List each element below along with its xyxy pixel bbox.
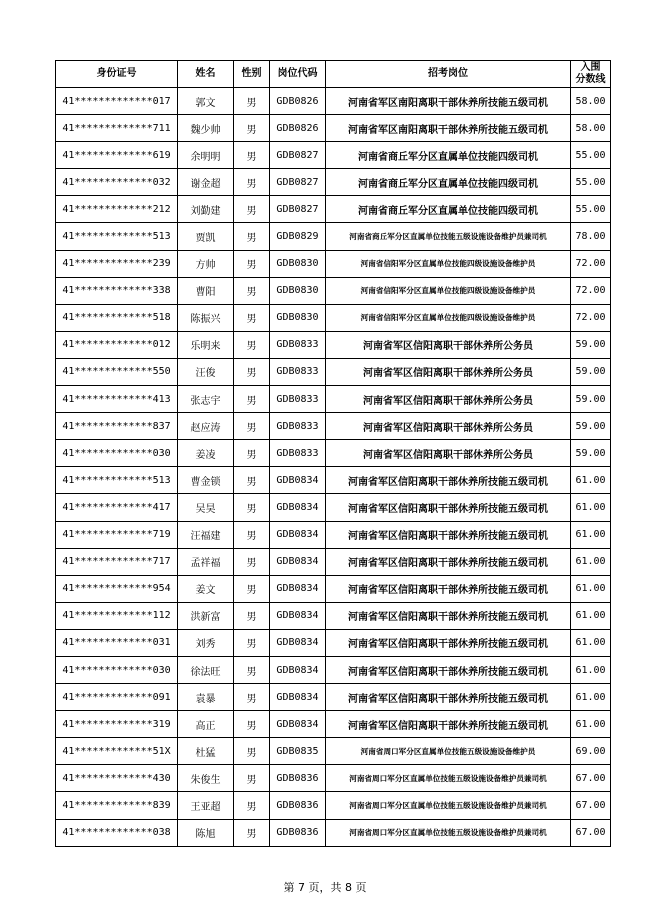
position-cell: 河南省周口军分区直属单位技能五级设施设备维护员 — [326, 738, 571, 765]
score-cell: 72.00 — [571, 277, 611, 304]
id-cell: 41*************038 — [56, 819, 178, 846]
code-cell: GDB0827 — [270, 142, 326, 169]
gender-cell: 男 — [234, 765, 270, 792]
table-header-row — [56, 61, 611, 88]
gender-cell: 男 — [234, 684, 270, 711]
table-row — [56, 548, 611, 575]
table-row — [56, 358, 611, 385]
position-cell: 河南省军区信阳离职干部休养所技能五级司机 — [326, 521, 571, 548]
score-cell: 59.00 — [571, 358, 611, 385]
code-cell: GDB0834 — [270, 684, 326, 711]
score-cell: 59.00 — [571, 331, 611, 358]
code-cell: GDB0829 — [270, 223, 326, 250]
name-cell: 杜猛 — [178, 738, 234, 765]
table-row — [56, 575, 611, 602]
code-cell: GDB0827 — [270, 169, 326, 196]
gender-cell: 男 — [234, 88, 270, 115]
code-cell: GDB0834 — [270, 602, 326, 629]
table-row — [56, 684, 611, 711]
code-cell: GDB0833 — [270, 413, 326, 440]
page-footer: 第 7 页，共 8 页 — [283, 881, 367, 894]
score-cell: 61.00 — [571, 494, 611, 521]
code-cell: GDB0834 — [270, 711, 326, 738]
id-cell: 41*************338 — [56, 277, 178, 304]
header-position: 招考岗位 — [326, 61, 571, 88]
table-row — [56, 494, 611, 521]
table-row — [56, 656, 611, 683]
score-cell: 55.00 — [571, 196, 611, 223]
id-cell: 41*************319 — [56, 711, 178, 738]
table-row — [56, 196, 611, 223]
code-cell: GDB0835 — [270, 738, 326, 765]
position-cell: 河南省军区信阳离职干部休养所技能五级司机 — [326, 575, 571, 602]
table-row — [56, 115, 611, 142]
name-cell: 陈旭 — [178, 819, 234, 846]
score-cell: 61.00 — [571, 711, 611, 738]
code-cell: GDB0830 — [270, 250, 326, 277]
id-cell: 41*************550 — [56, 358, 178, 385]
id-cell: 41*************030 — [56, 440, 178, 467]
name-cell: 刘秀 — [178, 629, 234, 656]
gender-cell: 男 — [234, 250, 270, 277]
gender-cell: 男 — [234, 196, 270, 223]
code-cell: GDB0834 — [270, 575, 326, 602]
code-cell: GDB0827 — [270, 196, 326, 223]
name-cell: 赵应涛 — [178, 413, 234, 440]
id-cell: 41*************719 — [56, 521, 178, 548]
id-cell: 41*************837 — [56, 413, 178, 440]
name-cell: 张志宇 — [178, 386, 234, 413]
code-cell: GDB0833 — [270, 358, 326, 385]
gender-cell: 男 — [234, 358, 270, 385]
name-cell: 谢金超 — [178, 169, 234, 196]
score-cell: 58.00 — [571, 88, 611, 115]
gender-cell: 男 — [234, 792, 270, 819]
id-cell: 41*************954 — [56, 575, 178, 602]
table-row — [56, 440, 611, 467]
name-cell: 余明明 — [178, 142, 234, 169]
header-score-line2: 分数线 — [575, 74, 606, 85]
table-row — [56, 413, 611, 440]
id-cell: 41*************012 — [56, 331, 178, 358]
code-cell: GDB0836 — [270, 765, 326, 792]
code-cell: GDB0834 — [270, 467, 326, 494]
code-cell: GDB0826 — [270, 115, 326, 142]
code-cell: GDB0834 — [270, 494, 326, 521]
position-cell: 河南省军区南阳离职干部休养所技能五级司机 — [326, 88, 571, 115]
code-cell: GDB0834 — [270, 548, 326, 575]
header-name: 姓名 — [178, 61, 234, 88]
score-cell: 61.00 — [571, 548, 611, 575]
header-score-line1: 入围 — [580, 62, 601, 73]
position-cell: 河南省信阳军分区直属单位技能四级设施设备维护员 — [326, 250, 571, 277]
position-cell: 河南省商丘军分区直属单位技能四级司机 — [326, 142, 571, 169]
score-cell: 78.00 — [571, 223, 611, 250]
gender-cell: 男 — [234, 331, 270, 358]
id-cell: 41*************031 — [56, 629, 178, 656]
table-row — [56, 819, 611, 846]
code-cell: GDB0833 — [270, 386, 326, 413]
id-cell: 41*************839 — [56, 792, 178, 819]
name-cell: 汪俊 — [178, 358, 234, 385]
position-cell: 河南省军区信阳离职干部休养所公务员 — [326, 413, 571, 440]
id-cell: 41*************513 — [56, 223, 178, 250]
name-cell: 刘勤建 — [178, 196, 234, 223]
name-cell: 魏少帅 — [178, 115, 234, 142]
name-cell: 陈振兴 — [178, 304, 234, 331]
table-row — [56, 304, 611, 331]
position-cell: 河南省军区信阳离职干部休养所技能五级司机 — [326, 656, 571, 683]
code-cell: GDB0830 — [270, 304, 326, 331]
table-row — [56, 250, 611, 277]
gender-cell: 男 — [234, 386, 270, 413]
position-cell: 河南省军区信阳离职干部休养所技能五级司机 — [326, 711, 571, 738]
gender-cell: 男 — [234, 223, 270, 250]
name-cell: 吴昊 — [178, 494, 234, 521]
id-cell: 41*************513 — [56, 467, 178, 494]
id-cell: 41*************032 — [56, 169, 178, 196]
id-cell: 41*************518 — [56, 304, 178, 331]
gender-cell: 男 — [234, 440, 270, 467]
score-cell: 59.00 — [571, 440, 611, 467]
table-row — [56, 521, 611, 548]
name-cell: 朱俊生 — [178, 765, 234, 792]
code-cell: GDB0834 — [270, 656, 326, 683]
code-cell: GDB0833 — [270, 440, 326, 467]
header-gender: 性别 — [234, 61, 270, 88]
position-cell: 河南省军区信阳离职干部休养所技能五级司机 — [326, 602, 571, 629]
name-cell: 高正 — [178, 711, 234, 738]
name-cell: 汪福建 — [178, 521, 234, 548]
gender-cell: 男 — [234, 629, 270, 656]
table-row — [56, 738, 611, 765]
gender-cell: 男 — [234, 711, 270, 738]
score-cell: 67.00 — [571, 819, 611, 846]
name-cell: 徐法旺 — [178, 656, 234, 683]
position-cell: 河南省军区信阳离职干部休养所公务员 — [326, 386, 571, 413]
position-cell: 河南省周口军分区直属单位技能五级设施设备维护员兼司机 — [326, 819, 571, 846]
table-row — [56, 602, 611, 629]
name-cell: 乐明来 — [178, 331, 234, 358]
code-cell: GDB0834 — [270, 629, 326, 656]
position-cell: 河南省军区信阳离职干部休养所公务员 — [326, 440, 571, 467]
table-row — [56, 765, 611, 792]
score-cell: 61.00 — [571, 575, 611, 602]
name-cell: 方帅 — [178, 250, 234, 277]
name-cell: 王亚超 — [178, 792, 234, 819]
table-row — [56, 792, 611, 819]
gender-cell: 男 — [234, 738, 270, 765]
position-cell: 河南省军区信阳离职干部休养所公务员 — [326, 358, 571, 385]
score-cell: 61.00 — [571, 467, 611, 494]
id-cell: 41*************413 — [56, 386, 178, 413]
gender-cell: 男 — [234, 304, 270, 331]
score-cell: 61.00 — [571, 684, 611, 711]
table-row — [56, 88, 611, 115]
position-cell: 河南省军区信阳离职干部休养所技能五级司机 — [326, 684, 571, 711]
header-code: 岗位代码 — [270, 61, 326, 88]
gender-cell: 男 — [234, 494, 270, 521]
position-cell: 河南省军区南阳离职干部休养所技能五级司机 — [326, 115, 571, 142]
id-cell: 41*************212 — [56, 196, 178, 223]
code-cell: GDB0830 — [270, 277, 326, 304]
position-cell: 河南省军区信阳离职干部休养所技能五级司机 — [326, 629, 571, 656]
name-cell: 曹阳 — [178, 277, 234, 304]
score-cell: 69.00 — [571, 738, 611, 765]
name-cell: 孟祥福 — [178, 548, 234, 575]
id-cell: 41*************417 — [56, 494, 178, 521]
header-id: 身份证号 — [56, 61, 178, 88]
gender-cell: 男 — [234, 602, 270, 629]
table-row — [56, 711, 611, 738]
score-cell: 72.00 — [571, 304, 611, 331]
id-cell: 41*************51X — [56, 738, 178, 765]
gender-cell: 男 — [234, 521, 270, 548]
id-cell: 41*************717 — [56, 548, 178, 575]
score-cell: 55.00 — [571, 169, 611, 196]
id-cell: 41*************430 — [56, 765, 178, 792]
id-cell: 41*************239 — [56, 250, 178, 277]
gender-cell: 男 — [234, 575, 270, 602]
table-row — [56, 223, 611, 250]
code-cell: GDB0836 — [270, 819, 326, 846]
score-cell: 55.00 — [571, 142, 611, 169]
score-cell: 61.00 — [571, 629, 611, 656]
name-cell: 郭文 — [178, 88, 234, 115]
gender-cell: 男 — [234, 169, 270, 196]
table-body — [56, 88, 611, 847]
score-cell: 61.00 — [571, 602, 611, 629]
score-cell: 61.00 — [571, 521, 611, 548]
gender-cell: 男 — [234, 142, 270, 169]
position-cell: 河南省信阳军分区直属单位技能四级设施设备维护员 — [326, 277, 571, 304]
results-table — [55, 60, 611, 847]
table-row — [56, 386, 611, 413]
score-cell: 58.00 — [571, 115, 611, 142]
gender-cell: 男 — [234, 467, 270, 494]
gender-cell: 男 — [234, 819, 270, 846]
position-cell: 河南省商丘军分区直属单位技能四级司机 — [326, 196, 571, 223]
code-cell: GDB0826 — [270, 88, 326, 115]
position-cell: 河南省军区信阳离职干部休养所公务员 — [326, 331, 571, 358]
score-cell: 67.00 — [571, 792, 611, 819]
position-cell: 河南省信阳军分区直属单位技能四级设施设备维护员 — [326, 304, 571, 331]
score-cell: 67.00 — [571, 765, 611, 792]
id-cell: 41*************112 — [56, 602, 178, 629]
gender-cell: 男 — [234, 277, 270, 304]
position-cell: 河南省周口军分区直属单位技能五级设施设备维护员兼司机 — [326, 792, 571, 819]
name-cell: 洪新富 — [178, 602, 234, 629]
id-cell: 41*************030 — [56, 656, 178, 683]
table-row — [56, 467, 611, 494]
score-cell: 59.00 — [571, 386, 611, 413]
gender-cell: 男 — [234, 656, 270, 683]
gender-cell: 男 — [234, 548, 270, 575]
score-cell: 59.00 — [571, 413, 611, 440]
position-cell: 河南省商丘军分区直属单位技能五级设施设备维护员兼司机 — [326, 223, 571, 250]
gender-cell: 男 — [234, 115, 270, 142]
name-cell: 贾凯 — [178, 223, 234, 250]
position-cell: 河南省军区信阳离职干部休养所技能五级司机 — [326, 494, 571, 521]
table-row — [56, 277, 611, 304]
gender-cell: 男 — [234, 413, 270, 440]
position-cell: 河南省商丘军分区直属单位技能四级司机 — [326, 169, 571, 196]
id-cell: 41*************711 — [56, 115, 178, 142]
score-cell: 61.00 — [571, 656, 611, 683]
score-cell: 72.00 — [571, 250, 611, 277]
position-cell: 河南省周口军分区直属单位技能五级设施设备维护员兼司机 — [326, 765, 571, 792]
name-cell: 姜凌 — [178, 440, 234, 467]
code-cell: GDB0836 — [270, 792, 326, 819]
position-cell: 河南省军区信阳离职干部休养所技能五级司机 — [326, 467, 571, 494]
position-cell: 河南省军区信阳离职干部休养所技能五级司机 — [326, 548, 571, 575]
id-cell: 41*************619 — [56, 142, 178, 169]
code-cell: GDB0834 — [270, 521, 326, 548]
code-cell: GDB0833 — [270, 331, 326, 358]
table-row — [56, 629, 611, 656]
table-row — [56, 142, 611, 169]
id-cell: 41*************091 — [56, 684, 178, 711]
table-row — [56, 169, 611, 196]
name-cell: 袁暴 — [178, 684, 234, 711]
table-row — [56, 331, 611, 358]
name-cell: 姜文 — [178, 575, 234, 602]
name-cell: 曹金锁 — [178, 467, 234, 494]
id-cell: 41*************017 — [56, 88, 178, 115]
header-score — [571, 61, 611, 88]
